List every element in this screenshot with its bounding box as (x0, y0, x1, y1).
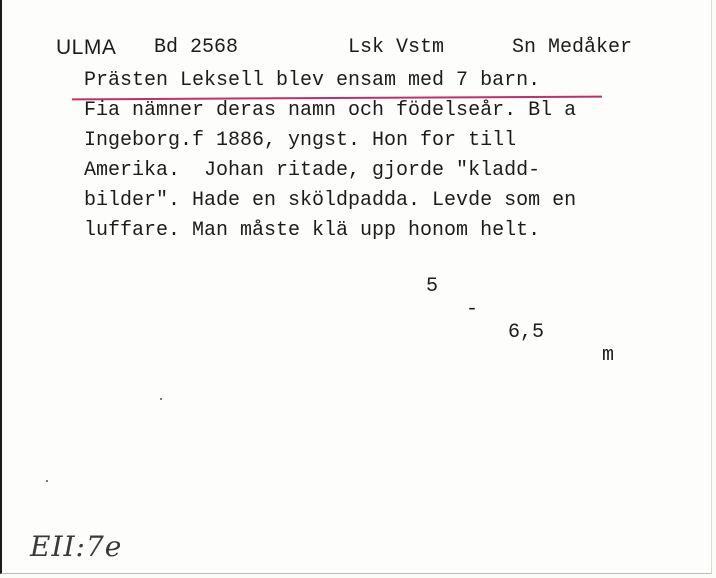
text-line: Ingeborg.f 1886, yngst. Hon for till (84, 129, 517, 152)
measurement-row (2, 252, 714, 390)
card-header (2, 34, 714, 64)
text-line: Fia nämner deras namn och födelseår. Bl a (84, 99, 577, 122)
text-line: Amerika. Johan ritade, gjorde "kladd- (84, 159, 541, 182)
measure-from: 5 (426, 275, 439, 298)
measure-unit: m (602, 344, 615, 367)
paper-speck (160, 398, 162, 400)
socken-label: Sn Medåker (512, 36, 633, 59)
archive-code: ULMA (56, 36, 117, 59)
volume-number: Bd 2568 (154, 36, 239, 59)
landskap-label: Lsk Vstm (348, 36, 445, 59)
handwritten-annotation: EII:7e (30, 530, 123, 563)
paper-speck (46, 480, 48, 482)
card-body (84, 66, 704, 246)
text-line: luffare. Man måste klä upp honom helt. (84, 219, 541, 242)
measure-to: 6,5 (508, 321, 545, 344)
text-line: bilder". Hade en sköldpadda. Levde som en (84, 189, 577, 212)
text-line: Prästen Leksell blev ensam med 7 barn. (84, 69, 541, 92)
measure-dash: - (466, 298, 479, 321)
